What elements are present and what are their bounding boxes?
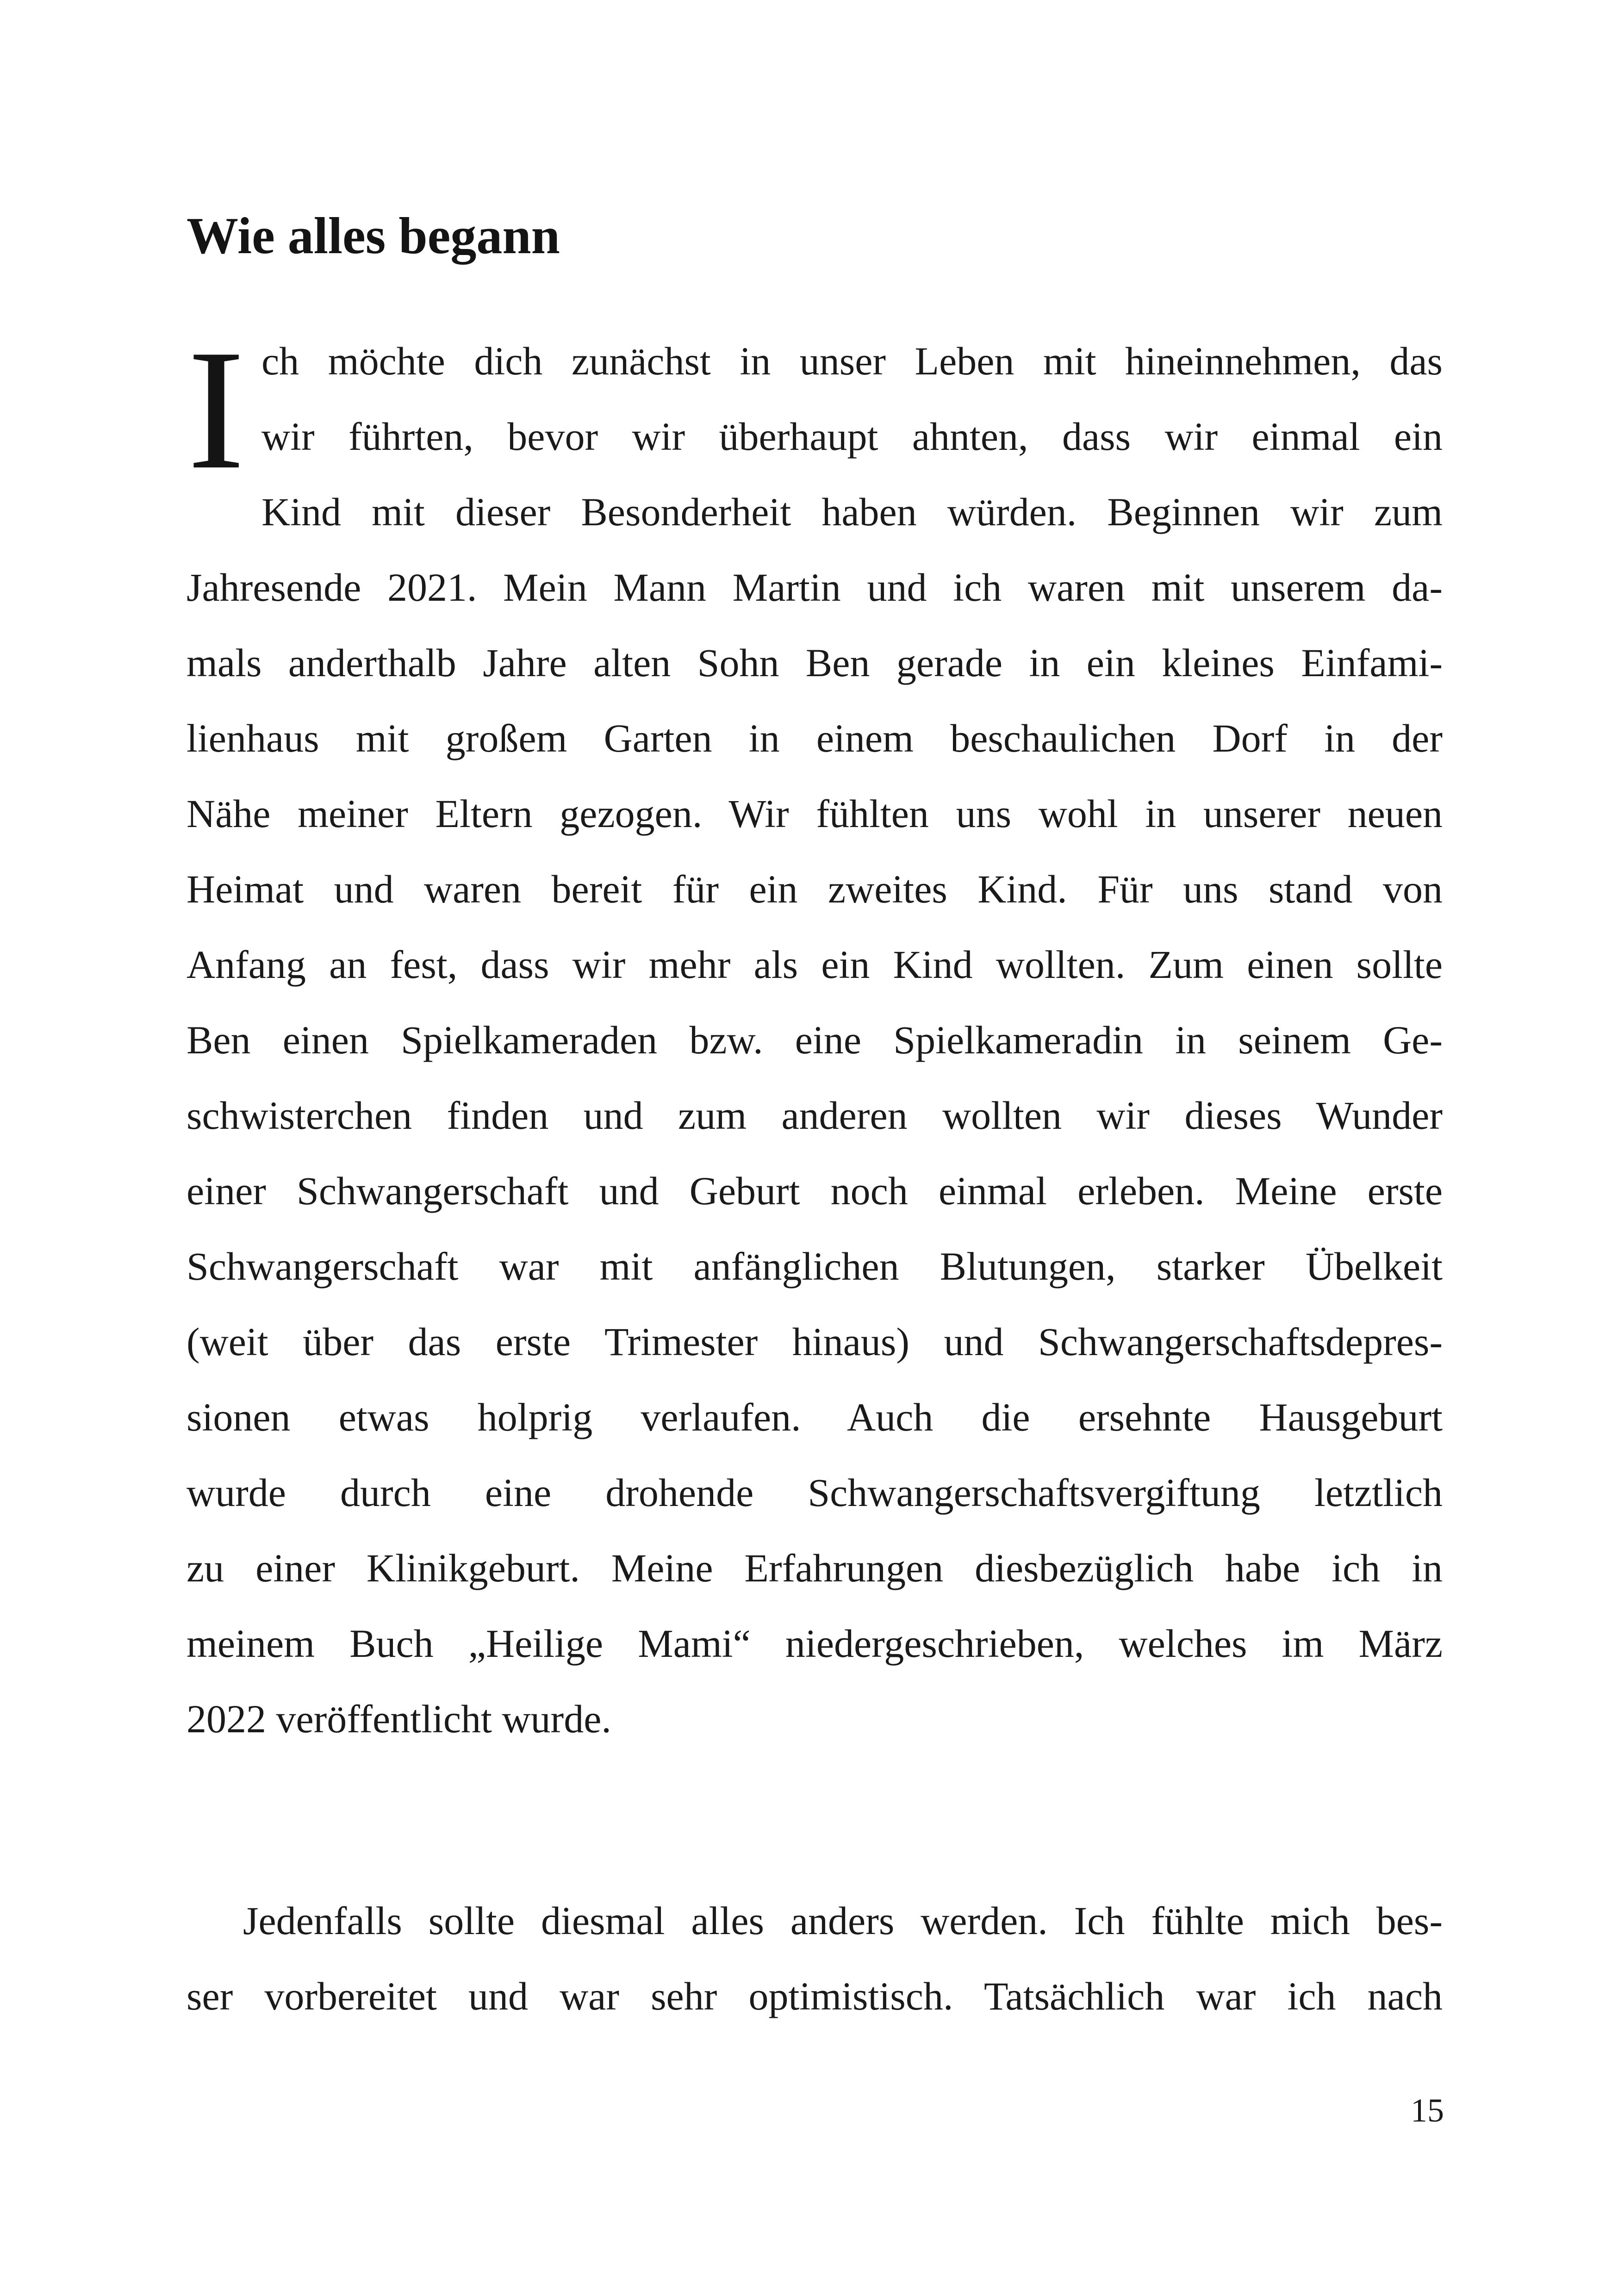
paragraph-line: Ben einen Spielkameraden bzw. eine Spielkameradin in seinem Ge-: [187, 1018, 1443, 1062]
paragraph-line: ser vorbereitet und war sehr optimistisch. Tatsächlich war ich nach: [187, 1974, 1443, 2018]
paragraph-line: wurde durch eine drohende Schwangerschaftsvergiftung letztlich: [187, 1470, 1443, 1515]
paragraph-line: mals anderthalb Jahre alten Sohn Ben gerade in ein kleines Einfami-: [187, 641, 1443, 685]
paragraph-line: Nähe meiner Eltern gezogen. Wir fühlten uns wohl in unserer neuen: [187, 791, 1443, 836]
paragraph-line: 2022 veröffentlicht wurde.: [187, 1697, 611, 1741]
paragraph-line: ch möchte dich zunächst in unser Leben mit hineinnehmen, das: [261, 339, 1443, 383]
paragraph-line: (weit über das erste Trimester hinaus) und Schwangerschaftsdepres-: [187, 1319, 1443, 1364]
paragraph-line: wir führten, bevor wir überhaupt ahnten, dass wir einmal ein: [261, 414, 1443, 459]
paragraph-line: einer Schwangerschaft und Geburt noch einmal erleben. Meine erste: [187, 1169, 1443, 1213]
paragraph-line: Anfang an fest, dass wir mehr als ein Kind wollten. Zum einen sollte: [187, 942, 1443, 987]
page-number: 15: [1411, 2092, 1444, 2129]
paragraph-line: Jedenfalls sollte diesmal alles anders werden. Ich fühlte mich bes-: [243, 1898, 1443, 1943]
drop-cap: I: [187, 315, 245, 505]
paragraph-line: lienhaus mit großem Garten in einem beschaulichen Dorf in der: [187, 716, 1443, 760]
paragraph-line: Heimat und waren bereit für ein zweites Kind. Für uns stand von: [187, 867, 1443, 911]
paragraph-line: meinem Buch „Heilige Mami“ niedergeschrieben, welches im März: [187, 1621, 1443, 1666]
paragraph-line: Schwangerschaft war mit anfänglichen Blutungen, starker Übelkeit: [187, 1244, 1443, 1288]
paragraph-line: sionen etwas holprig verlaufen. Auch die ersehnte Hausgeburt: [187, 1395, 1443, 1439]
paragraph-line: Jahresende 2021. Mein Mann Martin und ich waren mit unserem da-: [187, 565, 1443, 610]
paragraph-line: zu einer Klinikgeburt. Meine Erfahrungen diesbezüglich habe ich in: [187, 1546, 1443, 1590]
chapter-heading: Wie alles begann: [187, 207, 560, 265]
paragraph-line: Kind mit dieser Besonderheit haben würden. Beginnen wir zum: [261, 490, 1443, 534]
paragraph-line: schwisterchen finden und zum anderen wollten wir dieses Wunder: [187, 1093, 1443, 1138]
